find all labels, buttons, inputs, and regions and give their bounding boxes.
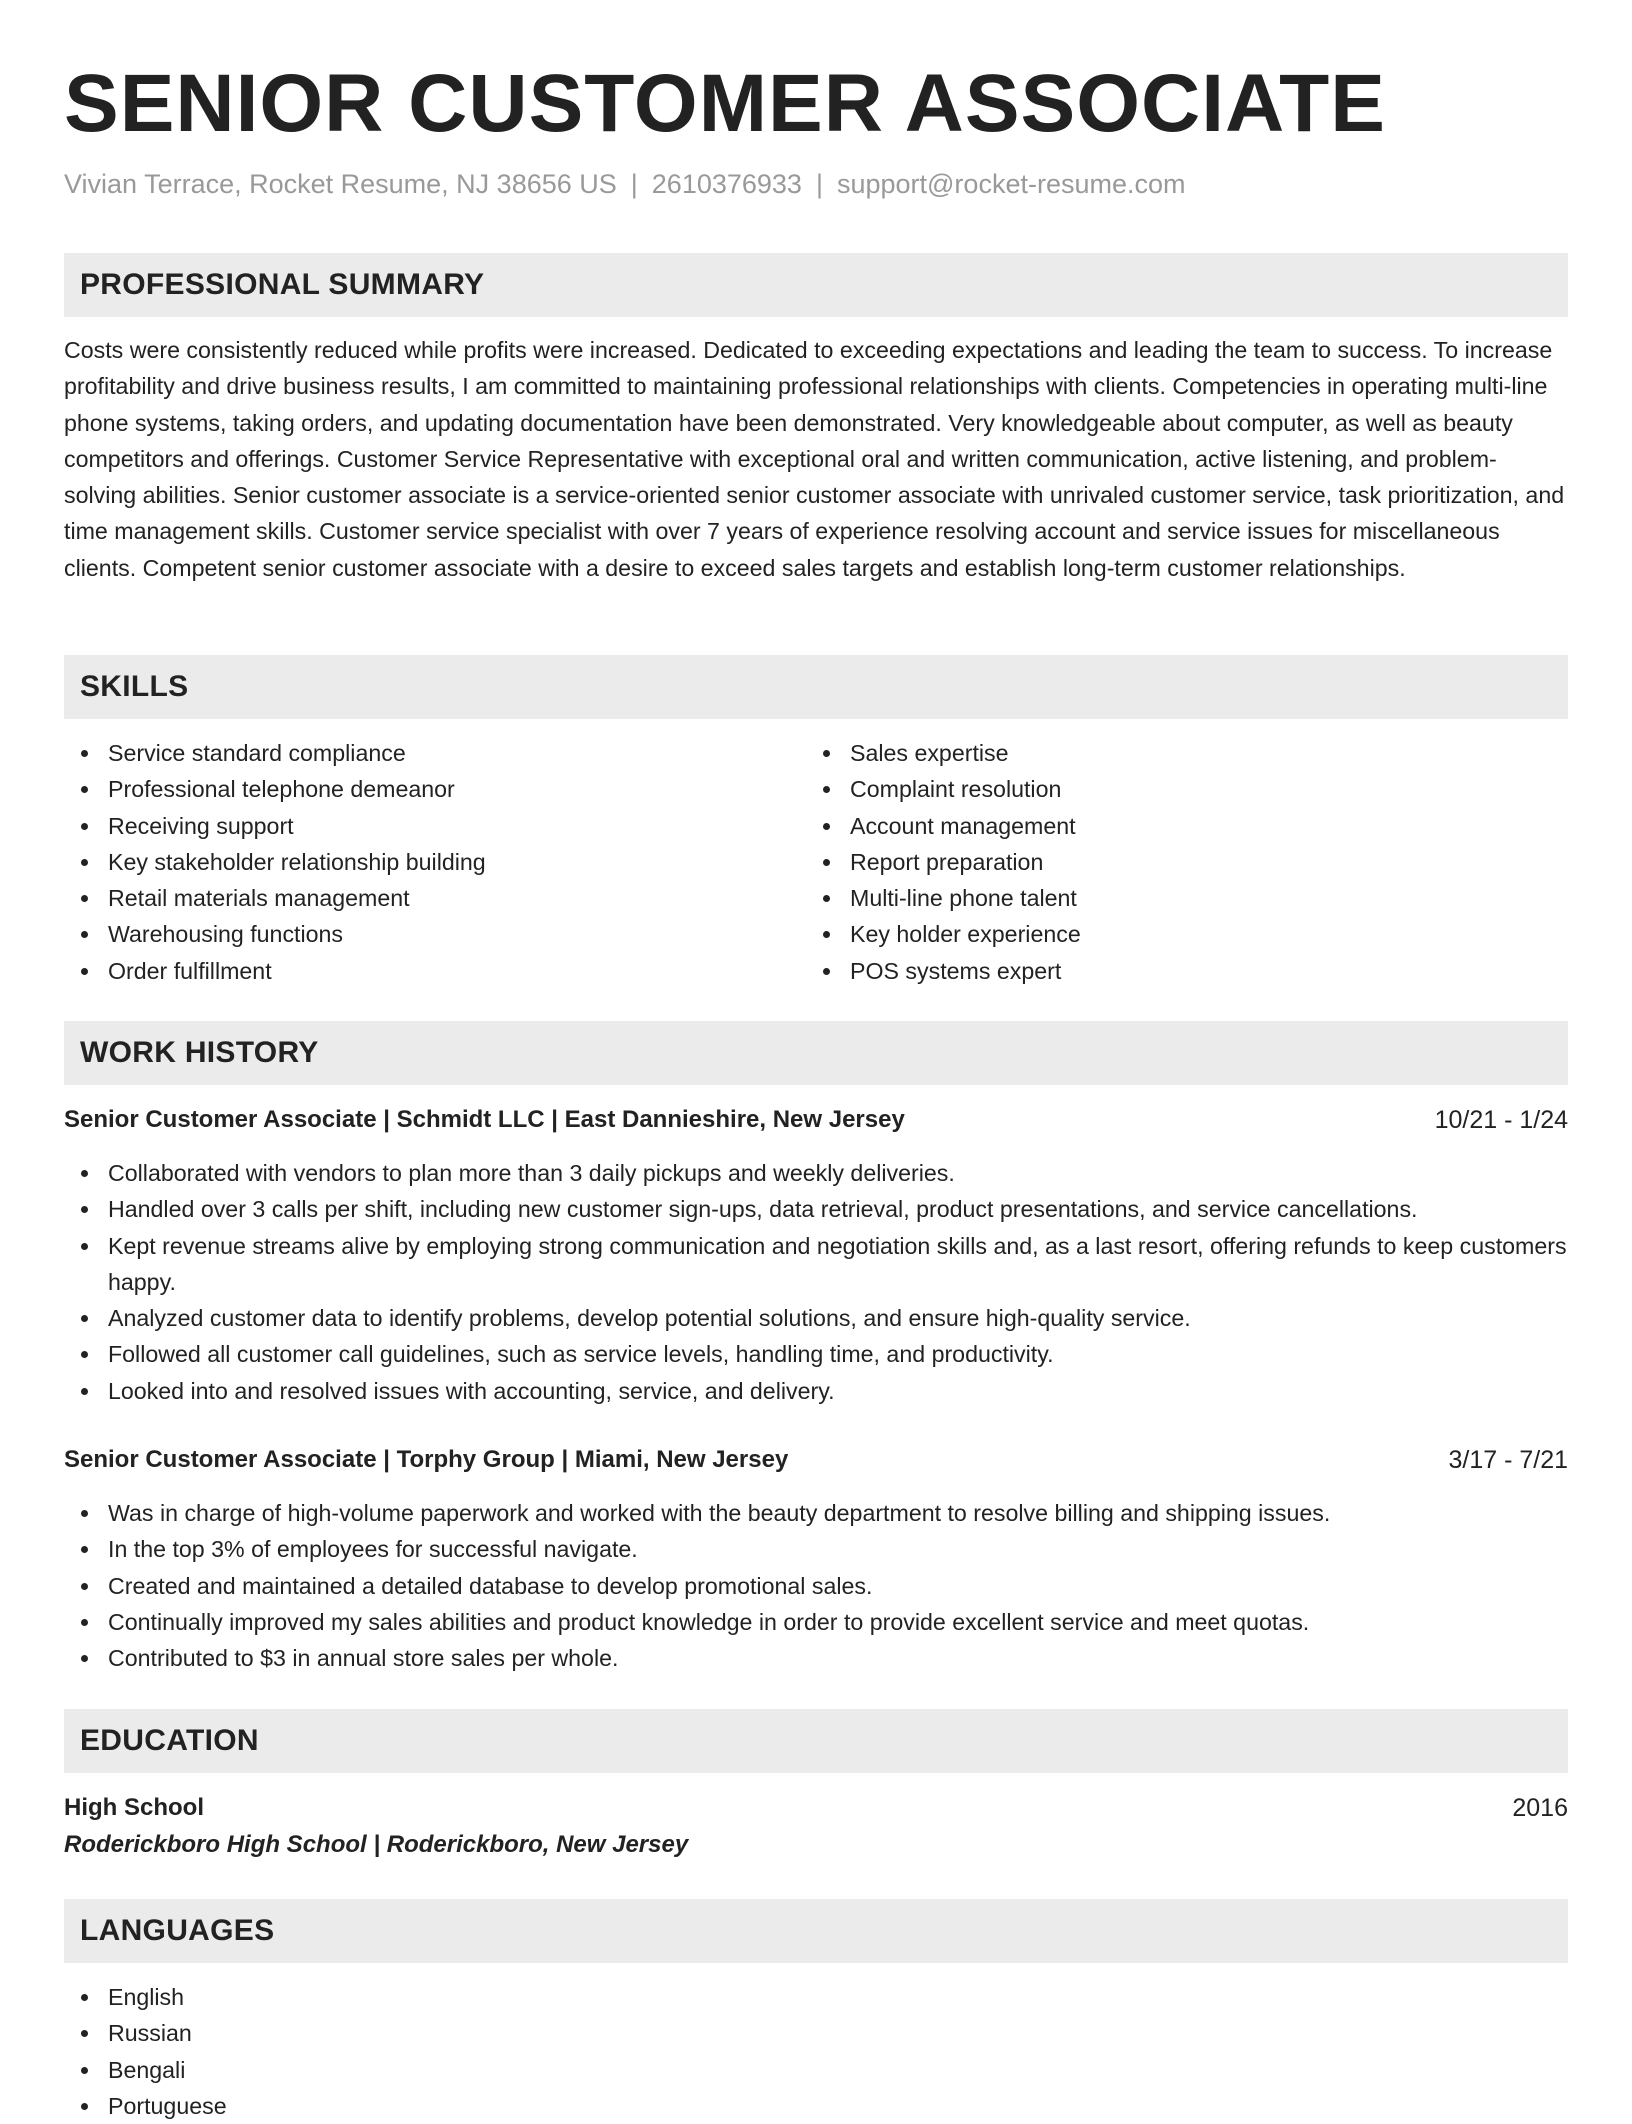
bullet-icon [81, 750, 88, 757]
bullet-icon [81, 1170, 88, 1177]
bullet-icon [81, 1388, 88, 1395]
job-dates: 10/21 - 1/24 [1434, 1106, 1568, 1134]
candidate-name: SENIOR CUSTOMER ASSOCIATE [64, 58, 1386, 149]
bullet-icon [823, 750, 830, 757]
bullet-icon [81, 1315, 88, 1322]
bullet-icon [81, 823, 88, 830]
contact-separator: | [630, 169, 638, 199]
bullet-icon [81, 1243, 88, 1250]
job-bullet: Created and maintained a detailed database to develop promotional sales. [64, 1568, 1568, 1604]
job-bullet: Looked into and resolved issues with accounting, service, and delivery. [64, 1373, 1568, 1409]
job-bullet: In the top 3% of employees for successful navigate. [64, 1531, 1568, 1567]
job-title: Senior Customer Associate | Schmidt LLC | East Dannieshire, New Jersey [64, 1106, 905, 1133]
contact-email: support@rocket-resume.com [836, 169, 1186, 199]
bullet-icon [81, 895, 88, 902]
skills-list-left [64, 735, 804, 989]
bullet-icon [81, 1546, 88, 1553]
education-header [64, 1789, 1568, 1827]
bullet-icon [81, 786, 88, 793]
skill-item: Report preparation [806, 844, 1546, 880]
skill-item: Complaint resolution [806, 771, 1546, 807]
skill-item: Multi-line phone talent [806, 880, 1546, 916]
job-bullet: Kept revenue streams alive by employing strong communication and negotiation skills and, as a last resort, offering refunds to keep customers happy. [64, 1228, 1568, 1301]
bullet-icon [823, 859, 830, 866]
bullet-icon [81, 2103, 88, 2110]
job-title: Senior Customer Associate | Torphy Group | Miami, New Jersey [64, 1446, 789, 1473]
bullet-icon [81, 1655, 88, 1662]
bullet-icon [823, 895, 830, 902]
bullet-icon [81, 2030, 88, 2037]
job-bullet: Contributed to $3 in annual store sales per whole. [64, 1640, 1568, 1676]
summary-text: Costs were consistently reduced while profits were increased. Dedicated to exceeding expectations and leading the team to success. To increase profitability and drive business results, I am committed to maintaining professional relationships with clients. Competencies in operating multi-line phone systems, taking orders, and updating documentation have been demonstrated. Very knowledgeable about computer, as well as beauty competitors and offerings. Customer Service Representative with exceptional oral and written communication, active listening, and problem-solving abilities. Senior customer associate is a service-oriented senior customer associate with unrivaled customer service, task prioritization, and time management skills. Customer service specialist with over 7 years of experience resolving account and service issues for miscellaneous clients. Competent senior customer associate with a desire to exceed sales targets and establish long-term customer relationships. [64, 337, 1565, 581]
section-header-summary [64, 253, 1568, 317]
skill-item: Warehousing functions [64, 916, 804, 952]
bullet-icon [823, 823, 830, 830]
contact-phone: 2610376933 [651, 169, 802, 199]
skill-item: Key holder experience [806, 916, 1546, 952]
job-bullet: Collaborated with vendors to plan more than 3 daily pickups and weekly deliveries. [64, 1155, 1568, 1191]
section-title: LANGUAGES [80, 1914, 275, 1947]
job-bullet: Was in charge of high-volume paperwork and worked with the beauty department to resolve billing and shipping issues. [64, 1495, 1568, 1531]
job-bullets [64, 1495, 1568, 1676]
languages-list [64, 1979, 764, 2124]
skill-item: Professional telephone demeanor [64, 771, 804, 807]
job-bullet: Analyzed customer data to identify problems, develop potential solutions, and ensure high-quality service. [64, 1300, 1568, 1336]
skill-item: Sales expertise [806, 735, 1546, 771]
contact-separator: | [815, 169, 823, 199]
bullet-icon [81, 2067, 88, 2074]
skills-column-right [806, 735, 1546, 989]
language-item: Russian [64, 2015, 764, 2051]
skill-item: Service standard compliance [64, 735, 804, 771]
skill-item: Receiving support [64, 808, 804, 844]
section-header-work-history [64, 1021, 1568, 1085]
contact-line [64, 164, 1186, 204]
section-title: EDUCATION [80, 1724, 259, 1757]
language-item: Bengali [64, 2052, 764, 2088]
language-item: Portuguese [64, 2088, 764, 2124]
bullet-icon [81, 1351, 88, 1358]
section-title: WORK HISTORY [80, 1036, 319, 1069]
job-header [64, 1101, 1568, 1139]
bullet-icon [81, 859, 88, 866]
skill-item: Key stakeholder relationship building [64, 844, 804, 880]
education-year: 2016 [1512, 1794, 1568, 1822]
bullet-icon [81, 1583, 88, 1590]
job-header [64, 1441, 1568, 1479]
contact-address: Vivian Terrace, Rocket Resume, NJ 38656 US [64, 169, 617, 199]
skill-item: Retail materials management [64, 880, 804, 916]
section-title: SKILLS [80, 670, 189, 703]
education-school: Roderickboro High School | Roderickboro, New Jersey [64, 1831, 689, 1858]
bullet-icon [81, 1619, 88, 1626]
bullet-icon [823, 968, 830, 975]
skill-item: Order fulfillment [64, 953, 804, 989]
education-degree: High School [64, 1794, 204, 1821]
bullet-icon [81, 1994, 88, 2001]
job-bullets [64, 1155, 1568, 1409]
section-header-skills [64, 655, 1568, 719]
job-bullet: Handled over 3 calls per shift, including new customer sign-ups, data retrieval, product presentations, and service cancellations. [64, 1191, 1568, 1227]
language-item: English [64, 1979, 764, 2015]
job-dates: 3/17 - 7/21 [1448, 1446, 1568, 1474]
skill-item: POS systems expert [806, 953, 1546, 989]
section-title: PROFESSIONAL SUMMARY [80, 268, 485, 301]
skills-list-right [806, 735, 1546, 989]
bullet-icon [81, 931, 88, 938]
bullet-icon [81, 1206, 88, 1213]
skills-column-left [64, 735, 804, 989]
bullet-icon [81, 968, 88, 975]
bullet-icon [823, 931, 830, 938]
skill-item: Account management [806, 808, 1546, 844]
job-bullet: Continually improved my sales abilities and product knowledge in order to provide excellent service and meet quotas. [64, 1604, 1568, 1640]
section-header-education [64, 1709, 1568, 1773]
job-bullet: Followed all customer call guidelines, such as service levels, handling time, and productivity. [64, 1336, 1568, 1372]
bullet-icon [81, 1510, 88, 1517]
section-header-languages [64, 1899, 1568, 1963]
bullet-icon [823, 786, 830, 793]
